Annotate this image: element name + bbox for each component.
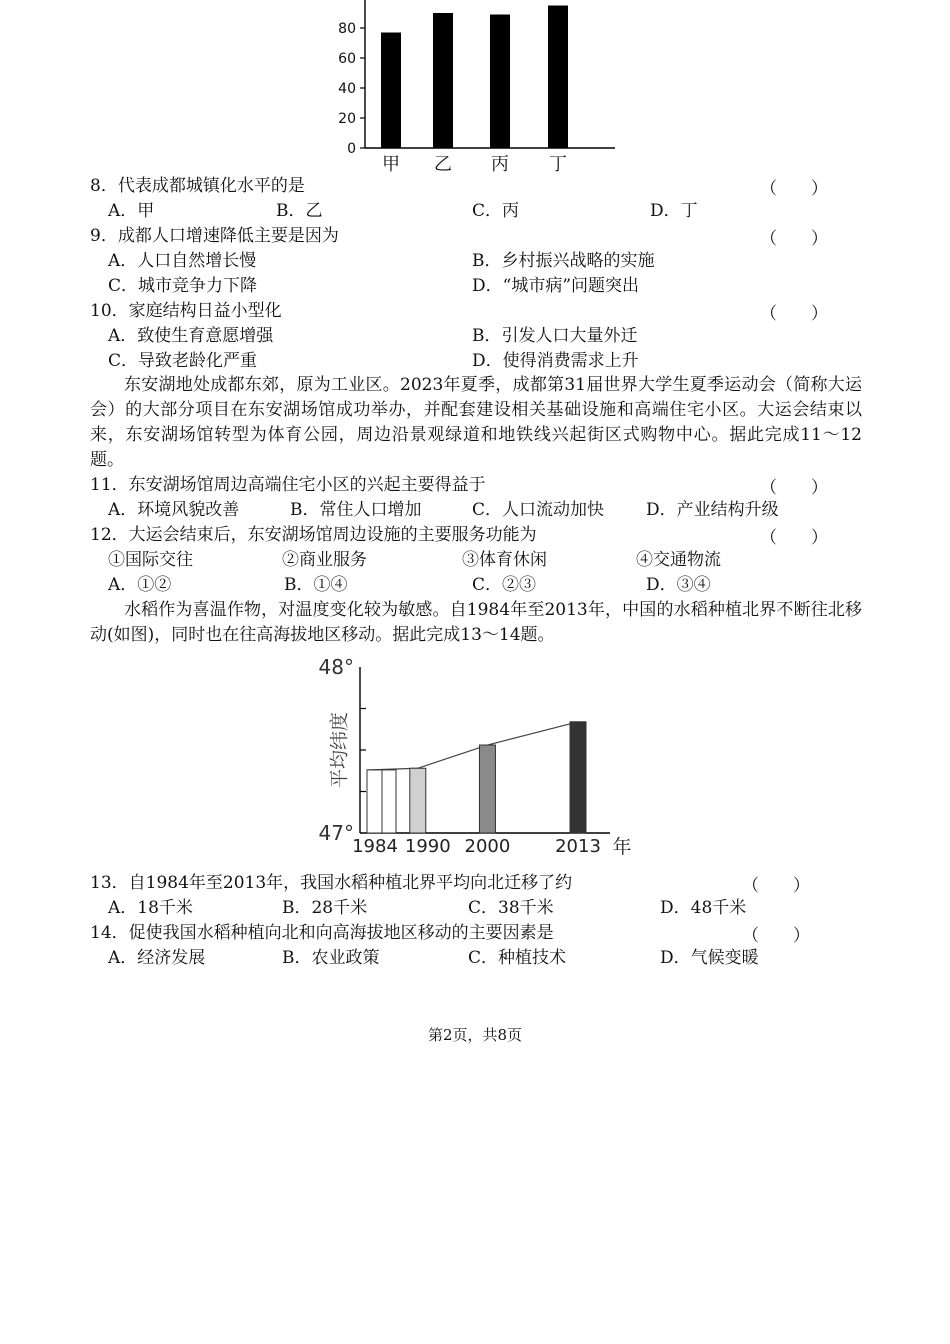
bar-乙	[433, 13, 453, 148]
bar-2000	[479, 745, 495, 833]
bar-丁	[548, 6, 568, 149]
trend-line	[367, 722, 578, 770]
passage-dong-an-lake: 东安湖地处成都东郊，原为工业区。2023年夏季，成都第31届世界大学生夏季运动会（简称大运会）的大部分项目在东安湖场馆成功举办，并配套建设相关基础设施和高端住宅小区。大运会结束以来，东安湖场馆转型为体育公园，周边沿景观绿道和地铁线兴起街区式购物中心。据此完成11～12题。	[90, 375, 862, 470]
q10-option-d[interactable]: D．使得消费需求上升	[472, 351, 639, 371]
category-label: 1990	[404, 836, 451, 857]
passage-rice-boundary: 水稻作为喜温作物，对温度变化较为敏感。自1984年至2013年，中国的水稻种植北界不断往北移动(如图)，同时也在往高海拔地区移动。据此完成13～14题。	[90, 600, 862, 645]
bar-丙	[490, 15, 510, 149]
q14-option-c[interactable]: C．种植技术	[468, 948, 567, 968]
q14-option-a[interactable]: A．经济发展	[108, 948, 206, 968]
q14-option-b[interactable]: B．农业政策	[282, 948, 380, 968]
q12-item-2: ②商业服务	[282, 550, 367, 570]
category-label: 2013	[555, 836, 601, 857]
bar-1990	[410, 768, 426, 833]
q10-bracket[interactable]: （ ）	[760, 304, 828, 324]
q9-option-a[interactable]: A．人口自然增长慢	[108, 251, 257, 271]
q14-stem: 14．促使我国水稻种植向北和向高海拔地区移动的主要因素是	[90, 923, 554, 943]
q11-option-b[interactable]: B．常住人口增加	[290, 500, 422, 520]
category-label: 乙	[434, 154, 452, 175]
y-tick-label: 48°	[318, 655, 354, 679]
q9-stem: 9．成都人口增速降低主要是因为	[90, 226, 339, 246]
q8-option-d[interactable]: D．丁	[650, 201, 698, 221]
q11-bracket[interactable]: （ ）	[760, 478, 828, 498]
q12-bracket[interactable]: （ ）	[760, 528, 828, 548]
y-tick-label: 0	[347, 141, 356, 157]
y-tick-label: 80	[338, 21, 356, 37]
q10-option-a[interactable]: A．致使生育意愿增强	[108, 326, 274, 346]
q12-stem: 12．大运会结束后，东安湖场馆周边设施的主要服务功能为	[90, 525, 537, 545]
category-label: 丁	[549, 154, 567, 175]
q11-option-c[interactable]: C．人口流动加快	[472, 500, 605, 520]
q10-option-c[interactable]: C．导致老龄化严重	[108, 351, 258, 371]
y-axis-label: 平均纬度	[328, 711, 351, 789]
q9-option-b[interactable]: B．乡村振兴战略的实施	[472, 251, 655, 271]
q12-option-d[interactable]: D．③④	[646, 575, 711, 595]
q10-option-b[interactable]: B．引发人口大量外迁	[472, 326, 638, 346]
q8-stem: 8．代表成都城镇化水平的是	[90, 176, 305, 196]
bar-1984-segment	[382, 770, 396, 833]
q12-option-b[interactable]: B．①④	[284, 575, 348, 595]
q12-item-3: ③体育休闲	[462, 550, 547, 570]
category-label: 丙	[491, 154, 509, 175]
q13-option-b[interactable]: B．28千米	[282, 898, 368, 918]
category-label: 1984	[352, 836, 398, 857]
q12-item-4: ④交通物流	[636, 550, 721, 570]
chart-urbanization	[320, 0, 630, 180]
q14-option-d[interactable]: D．气候变暖	[660, 948, 759, 968]
q13-option-a[interactable]: A．18千米	[108, 898, 193, 918]
page-footer: 第2页，共8页	[427, 1026, 523, 1044]
q8-bracket[interactable]: （ ）	[760, 179, 828, 199]
x-axis-label: 年	[612, 836, 632, 858]
y-tick-label: 47°	[318, 821, 354, 845]
q8-option-a[interactable]: A．甲	[108, 201, 155, 221]
q12-item-1: ①国际交往	[108, 550, 193, 570]
q11-option-d[interactable]: D．产业结构升级	[646, 500, 779, 520]
bar-2013	[570, 722, 586, 833]
q13-stem: 13．自1984年至2013年，我国水稻种植北界平均向北迁移了约	[90, 873, 573, 893]
y-tick-label: 40	[338, 81, 356, 97]
q14-bracket[interactable]: （ ）	[742, 926, 810, 946]
y-tick-label: 60	[338, 51, 356, 67]
q11-stem: 11．东安湖场馆周边高端住宅小区的兴起主要得益于	[90, 475, 486, 495]
category-label: 2000	[464, 836, 511, 857]
y-tick-label: 20	[338, 111, 356, 127]
q12-option-a[interactable]: A．①②	[108, 575, 172, 595]
q9-option-d[interactable]: D．“城市病”问题突出	[472, 276, 640, 296]
bar-甲	[381, 33, 401, 149]
category-label: 甲	[382, 154, 400, 175]
q11-option-a[interactable]: A．环境风貌改善	[108, 500, 240, 520]
q10-stem: 10．家庭结构日益小型化	[90, 301, 282, 321]
q8-option-b[interactable]: B．乙	[276, 201, 323, 221]
q13-option-d[interactable]: D．48千米	[660, 898, 747, 918]
chart-rice-latitude	[310, 655, 640, 860]
q13-option-c[interactable]: C．38千米	[468, 898, 554, 918]
q8-option-c[interactable]: C．丙	[472, 201, 520, 221]
bar-1984	[367, 770, 382, 833]
q13-bracket[interactable]: （ ）	[742, 876, 810, 896]
q9-bracket[interactable]: （ ）	[760, 229, 828, 249]
q9-option-c[interactable]: C．城市竞争力下降	[108, 276, 258, 296]
q12-option-c[interactable]: C．②③	[472, 575, 537, 595]
